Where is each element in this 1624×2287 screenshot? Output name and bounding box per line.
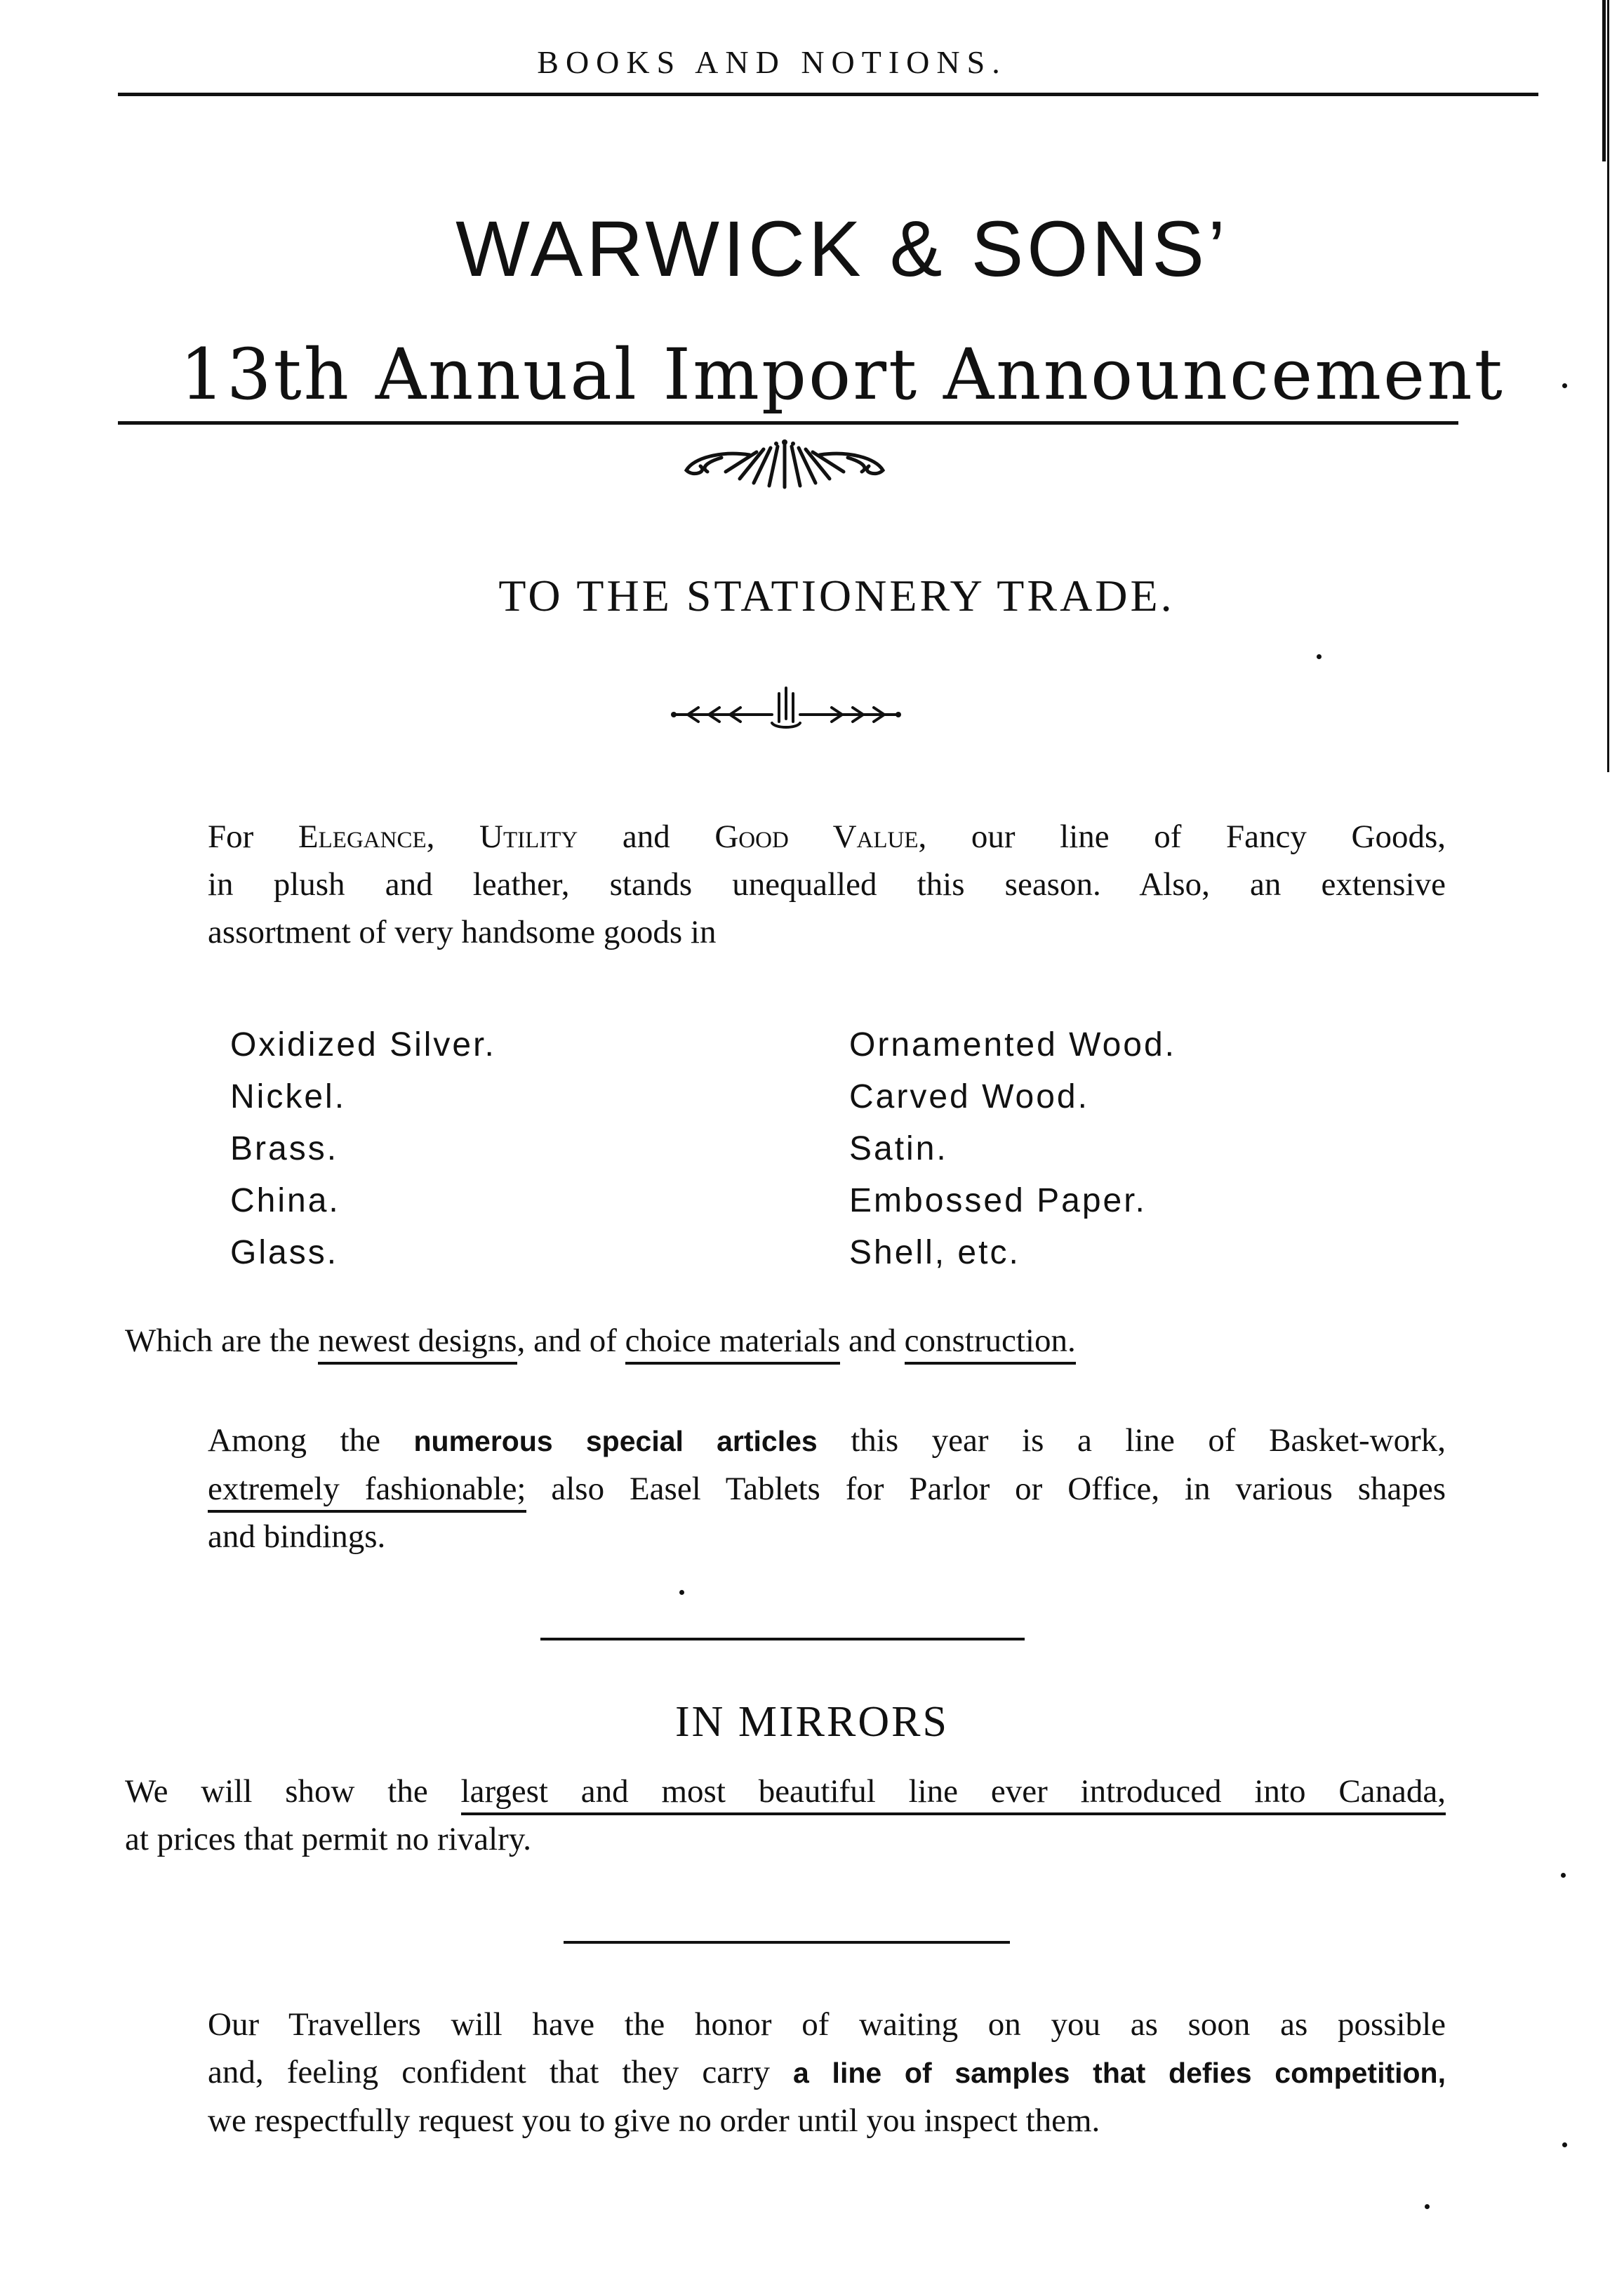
- print-speck: [1317, 654, 1322, 659]
- vine-ornament-icon: [667, 680, 905, 736]
- goods-item: Embossed Paper.: [849, 1182, 1147, 1219]
- goods-list-right: [849, 1019, 1176, 1279]
- print-speck: [1561, 1873, 1566, 1878]
- underlined-phrase: newest designs: [318, 1323, 517, 1365]
- underlined-phrase: largest and most beautiful line ever introduced into Canada,: [461, 1773, 1446, 1815]
- section-divider: [540, 1638, 1025, 1640]
- mirrors-heading: IN MIRRORS: [674, 1698, 949, 1746]
- goods-item: Nickel.: [230, 1078, 347, 1115]
- among-line-2: extremely fashionable; also Easel Tablets for Parlor or Office, in various shapes: [125, 1465, 1446, 1513]
- which-paragraph: Which are the newest designs, and of choice materials and construction.: [125, 1317, 1446, 1365]
- intro-line-2: in plush and leather, stands unequalled this season. Also, an extensive: [208, 866, 1446, 903]
- goods-item: China.: [230, 1182, 340, 1219]
- mirrors-line-2: at prices that permit no rivalry.: [125, 1821, 532, 1857]
- intro-line-1: For Elegance, Utility and Good Value, our line of Fancy Goods,: [208, 818, 1446, 855]
- fan-ornament-icon: [679, 437, 890, 493]
- goods-item: Shell, etc.: [849, 1234, 1020, 1271]
- page-edge-mark: [1602, 0, 1606, 161]
- firm-name: WARWICK & SONS’: [455, 205, 1229, 293]
- goods-item: Satin.: [849, 1130, 948, 1167]
- travellers-line-3: we respectfully request you to give no order until you inspect them.: [208, 2102, 1100, 2139]
- subtitle: TO THE STATIONERY TRADE.: [498, 571, 1175, 621]
- print-speck: [1425, 2204, 1430, 2209]
- goods-item: Oxidized Silver.: [230, 1026, 496, 1063]
- underlined-phrase: construction.: [905, 1323, 1076, 1365]
- travellers-line-1: Our Travellers will have the honor of waiting on you as soon as possible: [208, 2006, 1446, 2043]
- among-paragraph: [125, 1417, 1446, 1560]
- print-speck: [679, 1590, 684, 1595]
- among-line-1: Among the numerous special articles this year is a line of Basket-work,: [208, 1422, 1446, 1459]
- goods-item: Glass.: [230, 1234, 339, 1271]
- among-line-3: and bindings.: [208, 1518, 386, 1555]
- mirrors-paragraph: [125, 1768, 1446, 1863]
- title-rule: [118, 421, 1458, 425]
- print-speck: [1562, 2142, 1567, 2147]
- goods-item: Carved Wood.: [849, 1078, 1089, 1115]
- section-divider: [564, 1941, 1010, 1944]
- header-rule: [118, 93, 1538, 96]
- mirrors-line-1: We will show the largest and most beautiful line ever introduced into Canada,: [125, 1768, 1446, 1815]
- intro-paragraph: [125, 813, 1446, 956]
- underlined-phrase: extremely fashionable;: [208, 1471, 526, 1513]
- print-speck: [1562, 383, 1567, 388]
- underlined-phrase: choice materials: [625, 1323, 841, 1365]
- travellers-paragraph: [125, 2001, 1446, 2145]
- goods-list-left: [230, 1019, 496, 1279]
- goods-item: Brass.: [230, 1130, 339, 1167]
- intro-line-3: assortment of very handsome goods in: [208, 914, 717, 950]
- running-head: BOOKS AND NOTIONS.: [537, 44, 1007, 80]
- announcement-title: 13th Annual Import Announcement: [180, 333, 1505, 416]
- travellers-line-2: and, feeling confident that they carry a line of samples that defies competition,: [208, 2054, 1446, 2090]
- goods-item: Ornamented Wood.: [849, 1026, 1177, 1063]
